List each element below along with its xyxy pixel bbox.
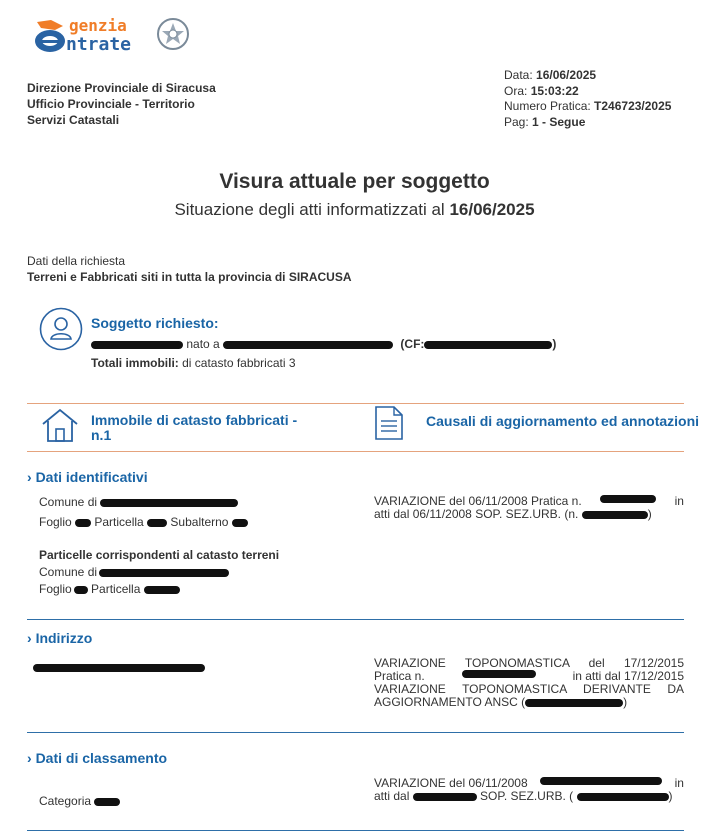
redacted-name — [91, 341, 183, 349]
terreni-comune: Comune di — [39, 565, 229, 579]
document-icon — [374, 405, 404, 441]
redacted-cf — [424, 341, 552, 349]
subject-cf-close: ) — [552, 337, 557, 351]
practice-value: T246723/2025 — [594, 99, 672, 113]
section-indirizzo-title: › Indirizzo — [27, 630, 93, 646]
property-column-title: Immobile di catasto fabbricati - n.1 — [91, 412, 298, 443]
redacted-practice-5 — [540, 777, 662, 785]
office-line2: Ufficio Provinciale - Territorio — [27, 97, 195, 111]
logo-line1: genzia — [69, 16, 127, 35]
redacted-practice-2 — [582, 511, 648, 519]
redacted-practice-1 — [600, 495, 656, 503]
office-line1: Direzione Provinciale di Siracusa — [27, 81, 216, 95]
redacted-practice-7 — [577, 793, 669, 801]
redacted-address — [33, 659, 205, 677]
logo-line2: ntrate — [66, 34, 132, 55]
subject-line — [91, 337, 556, 351]
chevron-right-icon: › — [27, 630, 32, 646]
redacted-practice-3 — [462, 670, 536, 678]
redacted-practice-4 — [525, 699, 623, 707]
user-icon — [39, 307, 83, 351]
page-label: Pag: — [504, 114, 529, 129]
page-value: 1 - Segue — [532, 114, 586, 129]
redacted-terreni-particella — [144, 586, 180, 594]
time-label: Ora: — [504, 83, 528, 98]
redacted-categoria — [94, 798, 120, 806]
house-icon — [40, 407, 80, 443]
subject-cf-label: (CF: — [400, 337, 425, 351]
chevron-right-icon: › — [27, 469, 32, 485]
section-classamento-title: › Dati di classamento — [27, 750, 168, 766]
request-label: Dati della richiesta — [27, 254, 126, 268]
page-title: Visura attuale per soggetto — [219, 170, 490, 193]
redacted-foglio — [75, 519, 91, 527]
redacted-terreni-foglio — [74, 586, 88, 594]
date-value: 16/06/2025 — [536, 68, 597, 82]
redacted-practice-6 — [413, 793, 477, 801]
date-label: Data: — [504, 68, 533, 82]
logo-e-icon — [33, 16, 67, 54]
subject-heading: Soggetto richiesto: — [91, 315, 219, 331]
indirizzo-note-line3: VARIAZIONE TOPONOMASTICA DERIVANTE DA — [374, 682, 684, 696]
section-identificativi-title: › Dati identificativi — [27, 469, 148, 485]
office-line3: Servizi Catastali — [27, 113, 120, 127]
terreni-title: Particelle corrispondenti al catasto terreni — [39, 548, 280, 562]
subject-born: nato a — [186, 337, 220, 351]
redacted-comune — [100, 499, 238, 507]
subject-totals — [91, 356, 296, 370]
redacted-subalterno — [232, 519, 248, 527]
annotations-column-title: Causali di aggiornamento ed annotazioni — [426, 413, 700, 429]
office-block — [27, 80, 216, 128]
practice-label: Numero Pratica: — [504, 99, 591, 113]
page-subtitle — [0, 200, 709, 220]
redacted-terreni-comune — [99, 569, 229, 577]
identificativi-note: VARIAZIONE del 06/11/2008 Pratica n. in atti dal 06/11/2008 SOP. SEZ.URB. (n. ) — [374, 494, 684, 521]
divider-classamento — [27, 830, 684, 831]
divider-top — [27, 403, 684, 404]
chevron-right-icon: › — [27, 750, 32, 766]
terreni-foglio: Foglio Particella — [39, 582, 180, 596]
redacted-particella — [147, 519, 167, 527]
request-value: Terreni e Fabbricati siti in tutta la provincia di SIRACUSA — [27, 270, 352, 284]
time-value: 15:03:22 — [530, 83, 579, 98]
identificativi-comune: Comune di — [39, 495, 238, 509]
totals-value: di catasto fabbricati 3 — [182, 356, 296, 370]
subtitle-date: 16/06/2025 — [449, 200, 535, 219]
republic-emblem-icon — [155, 14, 191, 54]
indirizzo-note-line1: VARIAZIONE TOPONOMASTICA del 17/12/2015 — [374, 656, 684, 670]
divider-header — [27, 451, 684, 452]
indirizzo-note: VARIAZIONE TOPONOMASTICA del 17/12/2015 Pratica n. in atti dal 17/12/2015 VARIAZIONE TOPONOMASTICA DERIVANTE DA AGGIORNAMENTO ANSC ( ) — [374, 656, 684, 709]
redacted-birthplace — [223, 341, 393, 349]
classamento-note: VARIAZIONE del 06/11/2008 in atti dal SOP. SEZ.URB. ( ) — [374, 776, 684, 803]
totals-label: Totali immobili: — [91, 356, 179, 370]
classamento-categoria: Categoria — [39, 794, 120, 808]
subtitle-prefix: Situazione degli atti informatizzati al — [174, 200, 445, 219]
divider-indirizzo — [27, 732, 684, 733]
identificativi-foglio: Foglio Particella Subalterno — [39, 515, 248, 529]
document-meta — [504, 68, 671, 130]
agenzia-entrate-logo — [33, 14, 193, 58]
divider-identificativi — [27, 619, 684, 620]
